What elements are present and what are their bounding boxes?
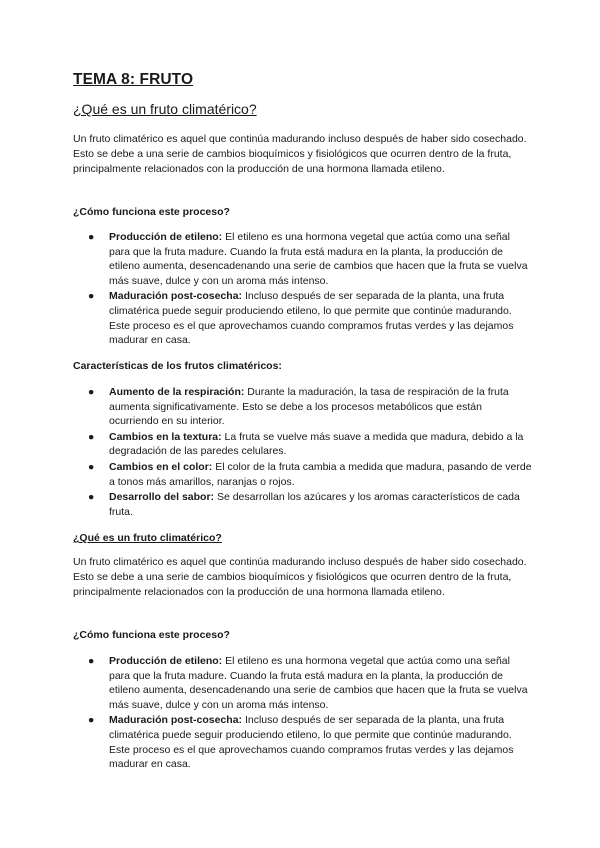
item-text: Incluso después de ser separada de la planta, una fruta climatérica puede seguir produciendo etileno, lo que permite que continúe madurando. Este proceso es el que aprovechamos cuando compramos frutas verdes y las dejamos madurar en casa. [109,714,514,771]
bullet-icon: ● [88,290,95,303]
item-term: Cambios en el color: [109,460,213,473]
bullet-icon: ● [88,430,95,443]
item-term: Producción de etileno: [109,655,223,667]
item-term: Aumento de la respiración: [109,386,245,398]
list-item [88,430,533,459]
intro-paragraph: Un fruto climatérico es aquel que continúa madurando incluso después de haber sido cosechado. Esto se debe a una serie de cambios bioquímicos y fisiológicos que ocurren dentro de la fruta, principalmente relacionados con la producción de una hormona llamada etileno. [73,556,527,599]
bullet-icon: ● [88,386,95,398]
process-heading: ¿Cómo funciona este proceso? [73,206,230,218]
list-item [88,385,533,429]
list-item [88,490,533,519]
item-text: Incluso después de ser separada de la planta, una fruta climatérica puede seguir produciendo etileno, lo que permite que continúe madurando. Este proceso es el que aprovechamos cuando compramos frutas verdes y las dejamos madurar en casa. [109,290,514,347]
characteristics-list [88,385,533,520]
item-term: Cambios en la textura: [109,430,222,443]
item-text: Durante la maduración, la tasa de respiración de la fruta aumenta significativamente. Esto se debe a los procesos metabólicos que están ocurriendo en su interior. [109,386,509,428]
item-text: El color de la fruta cambia a medida que madura, pasando de verde a tonos más amarillos, naranjas o rojos. [109,460,532,488]
item-text: La fruta se vuelve más suave a medida que madura, debido a la degradación de las paredes celulares. [109,430,524,458]
item-term: Maduración post-cosecha: [109,290,243,303]
list-item [88,460,533,489]
process-list [88,654,533,773]
list-item [88,230,533,288]
bullet-icon: ● [88,655,95,667]
list-item [88,713,533,771]
item-term: Maduración post-cosecha: [109,714,243,727]
list-item [88,289,533,347]
section-heading: ¿Qué es un fruto climatérico? [73,532,222,544]
bullet-icon: ● [88,491,95,504]
item-text: El etileno es una hormona vegetal que actúa como una señal para que la fruta madure. Cuando la fruta está madura en la planta, la producción de etileno aumenta, desencadenando una serie de cambios que hacen que la fruta se vuelva más suave, dulce y con un aroma más intenso. [109,231,528,287]
bullet-icon: ● [88,460,95,473]
item-term: Desarrollo del sabor: [109,491,215,504]
page-title: TEMA 8: FRUTO [73,71,194,88]
item-term: Producción de etileno: [109,231,223,243]
intro-paragraph: Un fruto climatérico es aquel que continúa madurando incluso después de haber sido cosechado. Esto se debe a una serie de cambios bioquímicos y fisiológicos que ocurren dentro de la fruta, principalmente relacionados con la producción de una hormona llamada etileno. [73,133,527,176]
bullet-icon: ● [88,714,95,727]
characteristics-heading: Características de los frutos climatéricos: [73,360,282,372]
process-list [88,230,533,349]
list-item [88,654,533,712]
item-text: Se desarrollan los azúcares y los aromas característicos de cada fruta. [109,491,520,518]
bullet-icon: ● [88,231,95,243]
section-heading: ¿Qué es un fruto climatérico? [73,101,257,117]
process-heading: ¿Cómo funciona este proceso? [73,629,230,641]
item-text: El etileno es una hormona vegetal que actúa como una señal para que la fruta madure. Cuando la fruta está madura en la planta, la producción de etileno aumenta, desencadenando una serie de cambios que hacen que la fruta se vuelva más suave, dulce y con un aroma más intenso. [109,655,528,711]
